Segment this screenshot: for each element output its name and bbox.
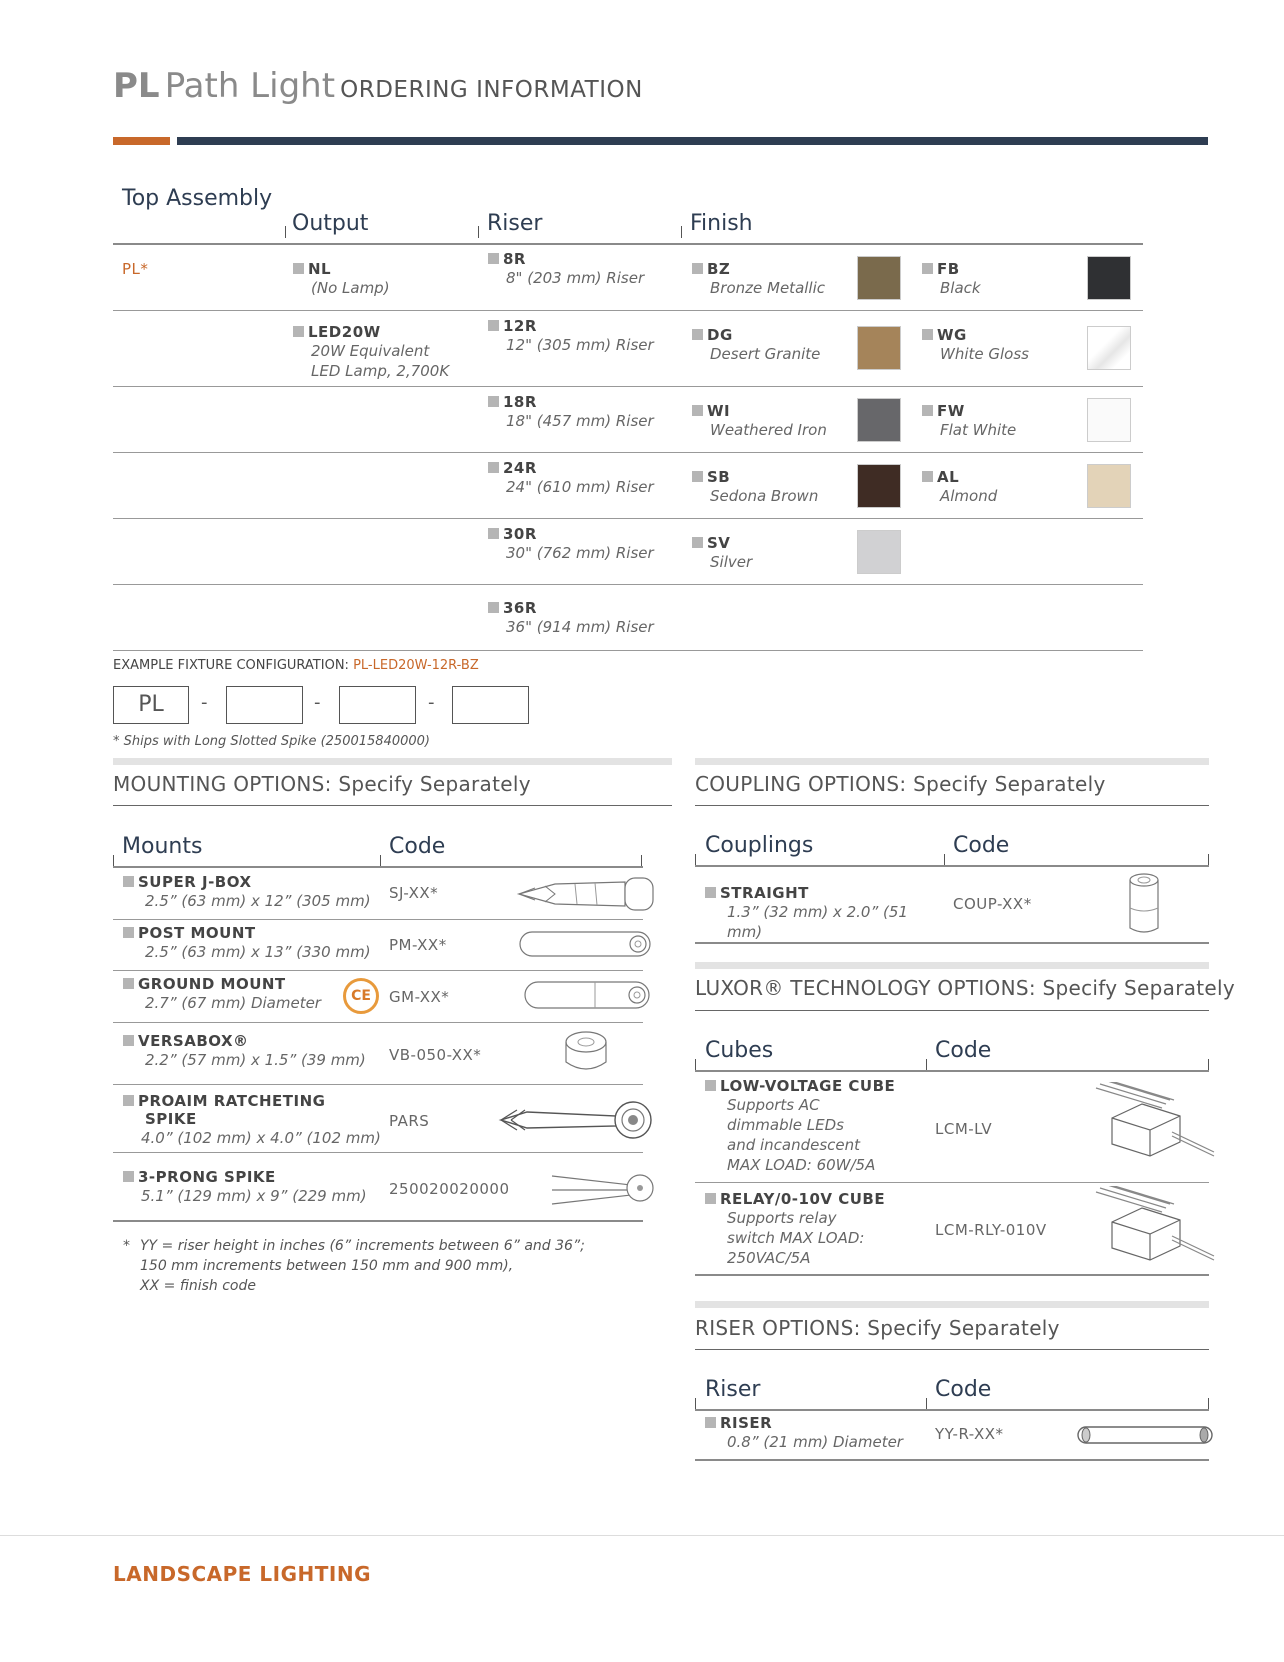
- col-header-code: Code: [953, 833, 1010, 858]
- super-jbox-image: [515, 874, 657, 914]
- col-header-riser: Riser: [705, 1377, 761, 1402]
- finish-option: DG Desert Granite: [692, 326, 820, 364]
- section-rule: [113, 805, 672, 806]
- finish-swatch-bronze: [857, 256, 901, 300]
- section-rule: [695, 1010, 1209, 1011]
- cube-row: LOW-VOLTAGE CUBE Supports AC dimmable LEDs and incandescent MAX LOAD: 60W/5A: [705, 1077, 935, 1175]
- finish-option: FB Black: [922, 260, 981, 298]
- checkbox-icon: [488, 253, 499, 264]
- riser-code: YY-R-XX*: [935, 1425, 1004, 1443]
- config-separator: -: [201, 692, 208, 713]
- config-box-finish: [452, 686, 529, 724]
- title-rule: [177, 137, 1208, 145]
- finish-option: FW Flat White: [922, 402, 1016, 440]
- finish-swatch-sedona-brown: [857, 464, 901, 508]
- mount-code: SJ-XX*: [389, 884, 439, 902]
- section-band: [695, 758, 1209, 765]
- checkbox-icon: [123, 1035, 134, 1046]
- config-box-riser: [339, 686, 416, 724]
- row-divider: [113, 1022, 643, 1023]
- finish-swatch-white-gloss: [1087, 326, 1131, 370]
- row-divider: [113, 919, 643, 920]
- riser-option: 12R 12" (305 mm) Riser: [488, 317, 654, 355]
- config-box-output: [226, 686, 303, 724]
- mount-code: 250020020000: [389, 1180, 510, 1198]
- low-voltage-cube-image: [1092, 1082, 1216, 1162]
- riser-tube-image: [1074, 1424, 1216, 1446]
- checkbox-icon: [922, 263, 933, 274]
- example-configuration: EXAMPLE FIXTURE CONFIGURATION: PL-LED20W-12R-BZ: [113, 658, 479, 673]
- table-rule: [695, 865, 1209, 867]
- section-band: [695, 1301, 1209, 1308]
- checkbox-icon: [293, 326, 304, 337]
- table-rule: [113, 243, 1143, 245]
- finish-swatch-desert-granite: [857, 326, 901, 370]
- mount-code: VB-050-XX*: [389, 1046, 482, 1064]
- luxor-section-title: LUXOR® TECHNOLOGY OPTIONS: Specify Separately: [695, 976, 1236, 1000]
- checkbox-icon: [692, 263, 703, 274]
- finish-option: BZ Bronze Metallic: [692, 260, 825, 298]
- row-divider: [113, 1152, 643, 1153]
- mounting-footnote-mark: *: [123, 1238, 130, 1254]
- col-header-code: Code: [935, 1377, 992, 1402]
- row-divider: [113, 970, 643, 971]
- checkbox-icon: [123, 1095, 134, 1106]
- mounting-footnote-line: 150 mm increments between 150 mm and 900 mm),: [140, 1258, 514, 1274]
- mount-row: SUPER J-BOX 2.5” (63 mm) x 12” (305 mm): [123, 873, 383, 911]
- finish-option: SV Silver: [692, 534, 752, 572]
- ground-mount-image: [523, 978, 653, 1012]
- mount-row: 3-PRONG SPIKE 5.1” (129 mm) x 9” (229 mm): [123, 1168, 383, 1206]
- riser-option: 36R 36" (914 mm) Riser: [488, 599, 654, 637]
- col-header-riser: Riser: [487, 211, 543, 236]
- riser-option: 8R 8" (203 mm) Riser: [488, 250, 644, 288]
- row-divider: [113, 386, 1143, 387]
- checkbox-icon: [692, 329, 703, 340]
- row-divider: [695, 1182, 1209, 1183]
- footer-divider: [0, 1535, 1284, 1536]
- column-tick: [681, 226, 682, 238]
- product-name: Path Light: [164, 66, 336, 106]
- column-tick: [285, 226, 286, 238]
- col-header-code: Code: [389, 834, 446, 859]
- table-rule: [113, 1220, 643, 1222]
- mounting-footnote-line: XX = finish code: [140, 1278, 256, 1294]
- row-divider: [113, 650, 1143, 651]
- finish-swatch-flat-white: [1087, 398, 1131, 442]
- checkbox-icon: [705, 1193, 716, 1204]
- footer-category: LANDSCAPE LIGHTING: [113, 1562, 371, 1586]
- section-rule: [695, 805, 1209, 806]
- checkbox-icon: [705, 1417, 716, 1428]
- ships-with-note: * Ships with Long Slotted Spike (250015840000): [113, 734, 430, 749]
- table-rule: [695, 1459, 1209, 1461]
- brand-code: PL: [113, 66, 160, 106]
- checkbox-icon: [123, 978, 134, 989]
- col-header-output: Output: [292, 211, 369, 236]
- checkbox-icon: [692, 405, 703, 416]
- cube-code: LCM-RLY-010V: [935, 1221, 1047, 1239]
- ce-mark-icon: CE: [343, 978, 379, 1014]
- three-prong-spike-image: [548, 1166, 658, 1212]
- mount-row: VERSABOX® 2.2” (57 mm) x 1.5” (39 mm): [123, 1032, 383, 1070]
- section-rule: [695, 1349, 1209, 1350]
- accent-bar: [113, 137, 170, 145]
- mount-code: PM-XX*: [389, 936, 447, 954]
- output-option: NL (No Lamp): [293, 260, 390, 298]
- checkbox-icon: [922, 329, 933, 340]
- col-header-top-assembly: Top Assembly: [122, 186, 273, 211]
- col-header-mounts: Mounts: [122, 834, 203, 859]
- mount-code: PARS: [389, 1112, 430, 1130]
- checkbox-icon: [922, 405, 933, 416]
- checkbox-icon: [692, 471, 703, 482]
- mount-code: GM-XX*: [389, 988, 450, 1006]
- riser-option-row: RISER 0.8” (21 mm) Diameter: [705, 1414, 935, 1452]
- mount-row: PROAIM RATCHETING SPIKE 4.0” (102 mm) x 4.0” (102 mm): [123, 1092, 383, 1148]
- config-box-top-assembly: PL: [113, 686, 189, 724]
- cube-row: RELAY/0-10V CUBE Supports relay switch MAX LOAD: 250VAC/5A: [705, 1190, 935, 1268]
- checkbox-icon: [705, 1080, 716, 1091]
- cube-code: LCM-LV: [935, 1120, 993, 1138]
- row-divider: [113, 584, 1143, 585]
- page-title: [113, 66, 643, 106]
- config-separator: -: [314, 692, 321, 713]
- checkbox-icon: [488, 528, 499, 539]
- col-header-code: Code: [935, 1038, 992, 1063]
- finish-swatch-almond: [1087, 464, 1131, 508]
- column-tick: [478, 226, 479, 238]
- mount-row: GROUND MOUNT 2.7” (67 mm) Diameter: [123, 975, 383, 1013]
- finish-swatch-black: [1087, 256, 1131, 300]
- finish-option: WI Weathered Iron: [692, 402, 827, 440]
- finish-option: AL Almond: [922, 468, 997, 506]
- coupling-image: [1126, 872, 1162, 936]
- riser-option: 24R 24" (610 mm) Riser: [488, 459, 654, 497]
- output-option: LED20W 20W Equivalent LED Lamp, 2,700K: [293, 323, 449, 381]
- checkbox-icon: [123, 1171, 134, 1182]
- checkbox-icon: [922, 471, 933, 482]
- checkbox-icon: [293, 263, 304, 274]
- section-heading: ORDERING INFORMATION: [340, 77, 643, 103]
- table-rule: [695, 1070, 1209, 1072]
- row-divider: [113, 310, 1143, 311]
- col-header-finish: Finish: [690, 211, 753, 236]
- checkbox-icon: [488, 396, 499, 407]
- row-divider: [113, 1084, 643, 1085]
- col-header-couplings: Couplings: [705, 833, 814, 858]
- checkbox-icon: [692, 537, 703, 548]
- checkbox-icon: [123, 927, 134, 938]
- table-rule: [695, 1409, 1209, 1411]
- checkbox-icon: [123, 876, 134, 887]
- coupling-row: STRAIGHT 1.3” (32 mm) x 2.0” (51 mm): [705, 884, 945, 942]
- coupling-section-title: COUPLING OPTIONS: Specify Separately: [695, 772, 1106, 796]
- finish-option: WG White Gloss: [922, 326, 1029, 364]
- row-divider: [113, 452, 1143, 453]
- table-rule: [113, 866, 643, 868]
- riser-section-title: RISER OPTIONS: Specify Separately: [695, 1316, 1060, 1340]
- finish-swatch-weathered-iron: [857, 398, 901, 442]
- finish-swatch-silver: [857, 530, 901, 574]
- top-assembly-code: PL*: [122, 260, 149, 278]
- section-band: [695, 962, 1209, 969]
- mount-row: POST MOUNT 2.5” (63 mm) x 13” (330 mm): [123, 924, 383, 962]
- config-separator: -: [428, 692, 435, 713]
- row-divider: [113, 518, 1143, 519]
- mounting-section-title: MOUNTING OPTIONS: Specify Separately: [113, 772, 531, 796]
- checkbox-icon: [488, 462, 499, 473]
- checkbox-icon: [488, 602, 499, 613]
- riser-option: 18R 18" (457 mm) Riser: [488, 393, 654, 431]
- proaim-spike-image: [497, 1096, 653, 1144]
- table-rule: [695, 942, 1209, 944]
- riser-option: 30R 30" (762 mm) Riser: [488, 525, 654, 563]
- mounting-footnote-line: YY = riser height in inches (6” increments between 6” and 36”;: [140, 1238, 585, 1254]
- table-rule: [695, 1274, 1209, 1276]
- checkbox-icon: [488, 320, 499, 331]
- checkbox-icon: [705, 887, 716, 898]
- col-header-cubes: Cubes: [705, 1038, 774, 1063]
- versabox-image: [562, 1028, 610, 1076]
- section-band: [113, 758, 672, 765]
- coupling-code: COUP-XX*: [953, 895, 1032, 913]
- post-mount-image: [518, 928, 654, 960]
- finish-option: SB Sedona Brown: [692, 468, 818, 506]
- relay-cube-image: [1092, 1186, 1216, 1266]
